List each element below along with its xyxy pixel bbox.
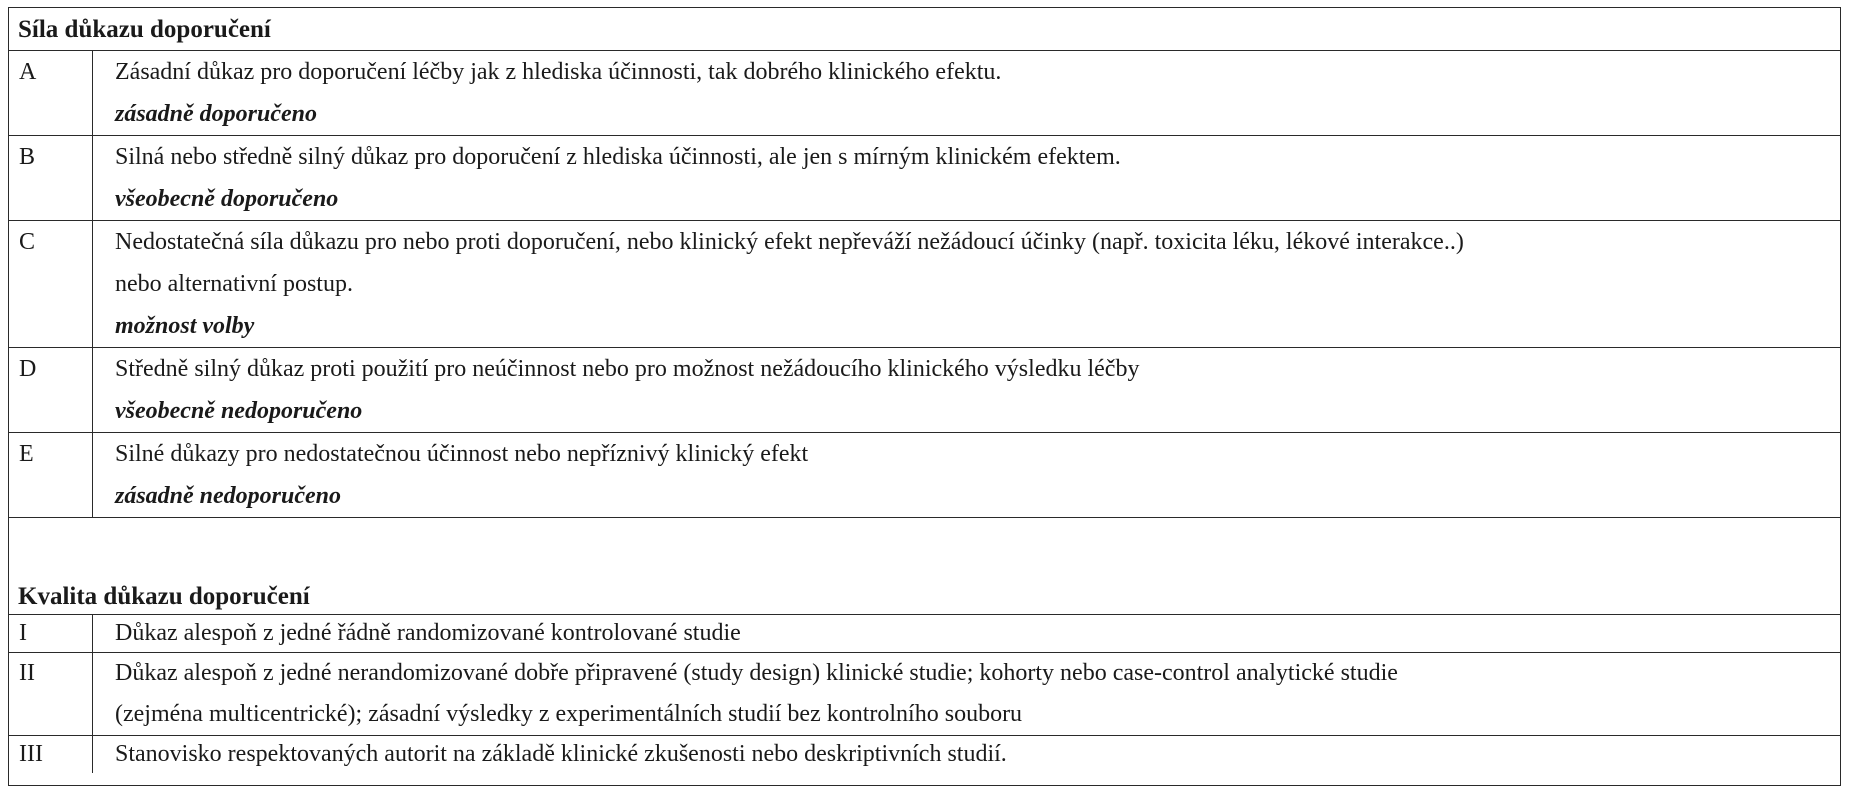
recommendation-verdict: zásadně doporučeno xyxy=(115,101,318,127)
strength-row xyxy=(9,221,1840,348)
description-line: Silné důkazy pro nedostatečnou účinnost nebo nepříznivý klinický efekt xyxy=(115,441,809,467)
quality-description xyxy=(93,653,1840,735)
description-line: Důkaz alespoň z jedné řádně randomizované kontrolované studie xyxy=(115,620,741,646)
quality-code: III xyxy=(9,736,93,773)
recommendation-verdict: zásadně nedoporučeno xyxy=(115,483,342,509)
evidence-table xyxy=(8,7,1841,786)
description-line: Silná nebo středně silný důkaz pro doporučení z hlediska účinnosti, ale jen s mírným klinickém efektem. xyxy=(115,144,1121,170)
strength-code: B xyxy=(9,136,93,220)
quality-description xyxy=(93,615,1840,652)
strength-description xyxy=(93,136,1840,220)
description-line: Stanovisko respektovaných autorit na základě klinické zkušenosti nebo deskriptivních studií. xyxy=(115,741,1007,767)
strength-row xyxy=(9,433,1840,518)
description-line: Zásadní důkaz pro doporučení léčby jak z hlediska účinnosti, tak dobrého klinického efektu. xyxy=(115,59,1002,85)
strength-row xyxy=(9,136,1840,221)
strength-row xyxy=(9,51,1840,136)
section-spacer xyxy=(9,518,1840,578)
strength-code: A xyxy=(9,51,93,135)
strength-row xyxy=(9,348,1840,433)
recommendation-verdict: všeobecně doporučeno xyxy=(115,186,339,212)
strength-description xyxy=(93,221,1840,347)
recommendation-verdict: možnost volby xyxy=(115,313,255,339)
quality-description xyxy=(93,736,1840,773)
quality-code: I xyxy=(9,615,93,652)
strength-description xyxy=(93,348,1840,432)
strength-code: D xyxy=(9,348,93,432)
strength-description xyxy=(93,51,1840,135)
description-line: Nedostatečná síla důkazu pro nebo proti doporučení, nebo klinický efekt nepřeváží nežádoucí účinky (např. toxicita léku, lékové interakce..) xyxy=(115,229,1464,255)
quality-row xyxy=(9,653,1840,736)
strength-code: E xyxy=(9,433,93,517)
quality-section-title: Kvalita důkazu doporučení xyxy=(9,578,1840,615)
description-line: Středně silný důkaz proti použití pro neúčinnost nebo pro možnost nežádoucího klinického výsledku léčby xyxy=(115,356,1140,382)
quality-row xyxy=(9,615,1840,653)
recommendation-verdict: všeobecně nedoporučeno xyxy=(115,398,363,424)
strength-description xyxy=(93,433,1840,517)
strength-section-title: Síla důkazu doporučení xyxy=(9,8,1840,51)
quality-code: II xyxy=(9,653,93,735)
strength-code: C xyxy=(9,221,93,347)
description-line: (zejména multicentrické); zásadní výsledky z experimentálních studií bez kontrolního souboru xyxy=(115,701,1023,727)
description-line: Důkaz alespoň z jedné nerandomizované dobře připravené (study design) klinické studie; kohorty nebo case-control analytické studie xyxy=(115,660,1398,686)
description-line: nebo alternativní postup. xyxy=(115,271,353,297)
quality-row xyxy=(9,736,1840,773)
